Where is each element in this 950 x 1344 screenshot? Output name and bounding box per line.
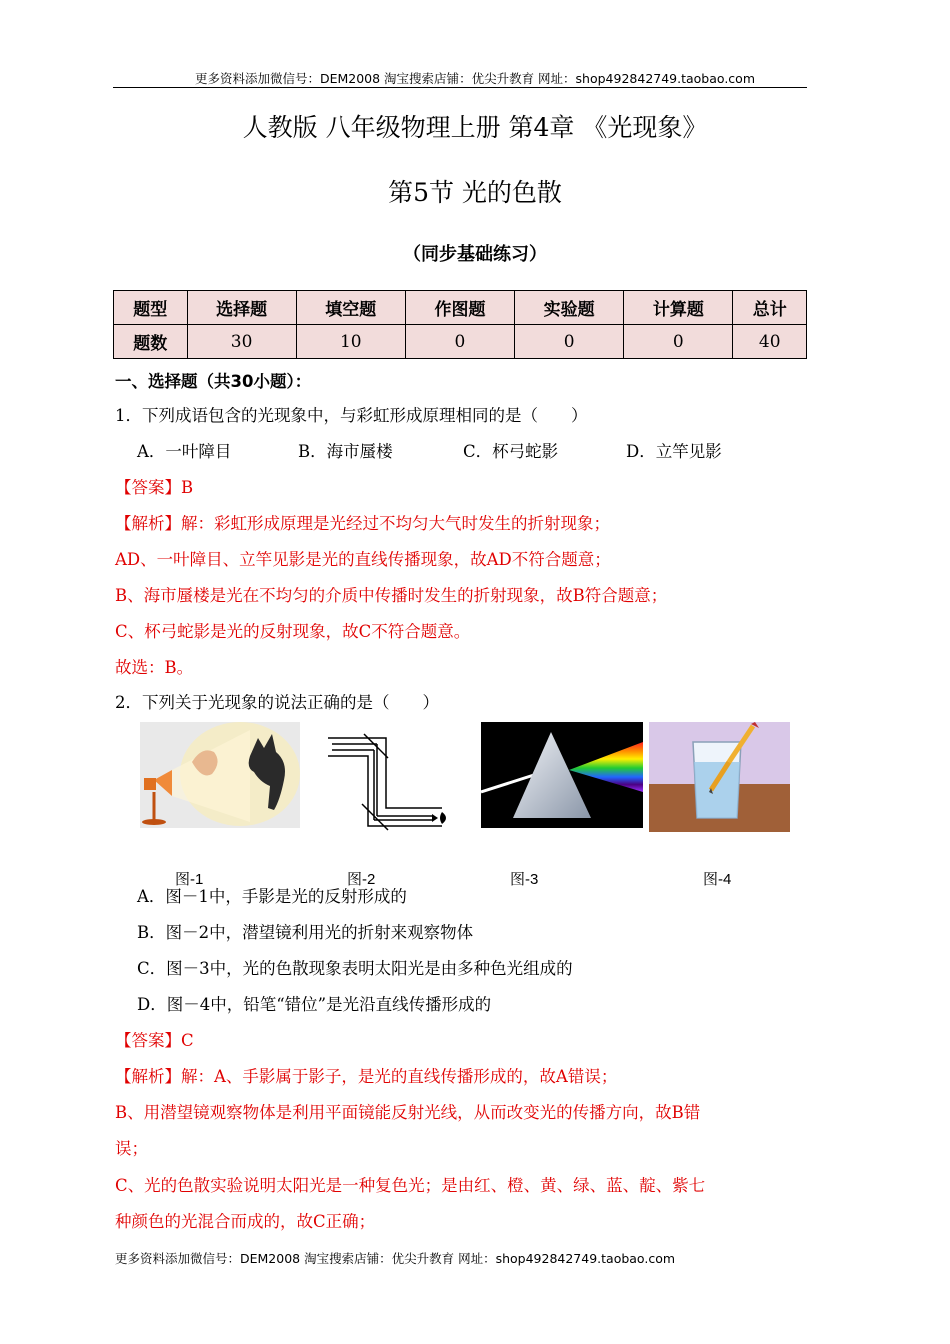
table-cell: 填空题 [296, 291, 405, 325]
question-summary-table [113, 290, 807, 359]
q1-option-c: C．杯弓蛇影 [463, 442, 559, 461]
header-divider [113, 87, 807, 88]
table-row [114, 325, 807, 359]
figure-caption: 图-2 [347, 871, 376, 888]
table-cell: 总计 [733, 291, 807, 325]
page-header: 更多资料添加微信号：DEM2008 淘宝搜索店铺：优尖升教育 网址：shop492842749.taobao.com [194, 71, 756, 86]
q1-option-d: D．立竿见影 [626, 442, 722, 461]
table-cell: 作图题 [405, 291, 514, 325]
q1-stem: 1．下列成语包含的光现象中，与彩虹形成原理相同的是（ ） [115, 406, 588, 425]
table-cell: 0 [624, 325, 733, 359]
q2-figures [0, 722, 950, 888]
q2-stem: 2．下列关于光现象的说法正确的是（ ） [115, 693, 439, 712]
table-cell: 计算题 [624, 291, 733, 325]
q2-analysis-line [115, 1063, 617, 1087]
figure-caption: 图-3 [510, 871, 539, 888]
table-cell: 30 [187, 325, 296, 359]
q2-analysis-line: 种颜色的光混合而成的，故C正确； [115, 1212, 376, 1231]
q2-option-c: C．图－3中，光的色散现象表明太阳光是由多种色光组成的 [137, 959, 573, 978]
q1-analysis-line: B、海市蜃楼是光在不均匀的介质中传播时发生的折射现象，故B符合题意； [115, 586, 668, 605]
table-header-row [114, 291, 807, 325]
figure-caption: 图-4 [703, 871, 732, 888]
answer-value: B [181, 478, 194, 497]
prism-dispersion-figure [481, 722, 643, 828]
q1-answer [115, 474, 193, 498]
figure-caption: 图-1 [175, 871, 204, 888]
q1-analysis-line: AD、一叶障目、立竿见影是光的直线传播现象，故AD不符合题意； [115, 550, 611, 569]
table-cell: 题数 [114, 325, 188, 359]
analysis-tag: 【解析】 [115, 514, 181, 533]
pencil-in-water-figure [649, 722, 790, 832]
table-cell: 0 [405, 325, 514, 359]
q2-option-d: D．图－4中，铅笔“错位”是光沿直线传播形成的 [137, 995, 492, 1014]
doc-note: （同步基础练习） [403, 244, 547, 265]
q2-analysis-line: C、光的色散实验说明太阳光是一种复色光；是由红、橙、黄、绿、蓝、靛、紫七 [115, 1176, 706, 1195]
table-cell: 题型 [114, 291, 188, 325]
table-cell: 40 [733, 325, 807, 359]
section-heading: 一、选择题（共30小题）： [115, 372, 312, 391]
q2-answer [115, 1027, 194, 1051]
q1-option-b: B．海市蜃楼 [298, 442, 393, 461]
q2-option-b: B．图－2中，潜望镜利用光的折射来观察物体 [137, 923, 474, 942]
answer-tag: 【答案】 [115, 1031, 181, 1050]
doc-subtitle: 第5节 光的色散 [388, 178, 562, 207]
q2-analysis-line: 误； [115, 1139, 148, 1158]
analysis-tag: 【解析】 [115, 1067, 181, 1086]
hand-shadow-figure [140, 722, 300, 828]
page-footer: 更多资料添加微信号：DEM2008 淘宝搜索店铺：优尖升教育 网址：shop492842749.taobao.com [115, 1251, 676, 1266]
answer-value: C [181, 1031, 194, 1050]
answer-tag: 【答案】 [115, 478, 181, 497]
q2-option-a: A．图－1中，手影是光的反射形成的 [137, 887, 407, 906]
table-cell: 0 [515, 325, 624, 359]
q1-analysis-line [115, 510, 610, 534]
analysis-text: 解：彩虹形成原理是光经过不均匀大气时发生的折射现象； [181, 514, 610, 533]
doc-title: 人教版 八年级物理上册 第4章 《光现象》 [242, 113, 708, 142]
table-cell: 10 [296, 325, 405, 359]
analysis-text: 解：A、手影属于影子，是光的直线传播形成的，故A错误； [181, 1067, 618, 1086]
q1-analysis-line: C、杯弓蛇影是光的反射现象，故C不符合题意。 [115, 622, 471, 641]
q1-option-a: A．一叶障目 [137, 442, 232, 461]
q1-analysis-line: 故选：B。 [115, 658, 194, 677]
table-cell: 实验题 [515, 291, 624, 325]
periscope-figure [322, 722, 462, 832]
q2-analysis-line: B、用潜望镜观察物体是利用平面镜能反射光线，从而改变光的传播方向，故B错 [115, 1103, 701, 1122]
table-cell: 选择题 [187, 291, 296, 325]
